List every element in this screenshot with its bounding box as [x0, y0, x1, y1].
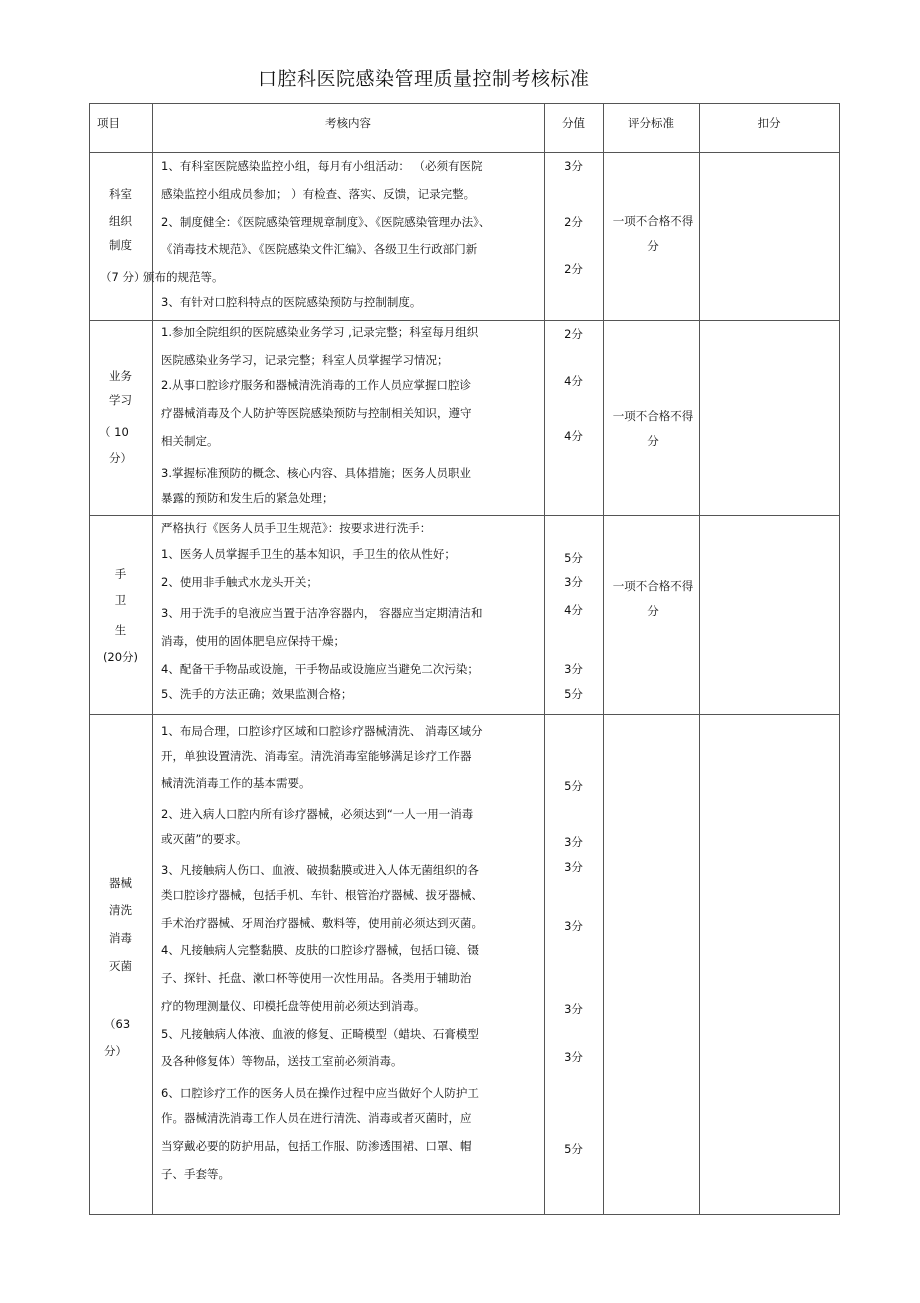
header-score: 分值 [562, 116, 585, 130]
section-4-content-line: 作。器械清洗消毒工作人员在进行清洗、消毒或者灭菌时，应 [161, 1111, 472, 1125]
table-border-bottom [89, 1214, 840, 1215]
section-2-content-line: 疗器械消毒及个人防护等医院感染预防与控制相关知识，遵守 [161, 406, 472, 420]
table-border-top [89, 103, 840, 104]
section-2-item-line: 学习 [109, 393, 132, 407]
section-4-content-line: 1、布局合理，口腔诊疗区域和口腔诊疗器械清洗、 消毒区域分 [161, 724, 483, 738]
section-3-content-line: 5、洗手的方法正确；效果监测合格； [161, 687, 353, 701]
section-1-criteria-line: 一项不合格不得 [612, 214, 694, 228]
section-4-item-line: 消毒 [109, 931, 132, 945]
section-3-criteria-line: 一项不合格不得 [612, 579, 694, 593]
section-4-item-line: 分） [104, 1044, 127, 1058]
section-4-content-line: 4、凡接触病人完整黏膜、皮肤的口腔诊疗器械，包括口镜、镊 [161, 943, 479, 957]
section-2-criteria-line: 一项不合格不得 [612, 409, 694, 423]
header-criteria: 评分标准 [628, 116, 674, 130]
section-1-content-line: 颁布的规范等。 [143, 270, 224, 284]
section-2-content-line: 暴露的预防和发生后的紧急处理； [161, 491, 334, 505]
section-4-content-line: 6、口腔诊疗工作的医务人员在操作过程中应当做好个人防护工 [161, 1086, 479, 1100]
header-bottom-border [89, 152, 840, 153]
row-border-3 [89, 714, 840, 715]
section-3-content-line: 1、医务人员掌握手卫生的基本知识，手卫生的依从性好； [161, 547, 456, 561]
section-4-content-line: 械清洗消毒工作的基本需要。 [161, 776, 311, 790]
section-1-content-line: 《消毒技术规范》、《医院感染文件汇编》、各级卫生行政部门新 [161, 242, 478, 256]
column-border-3 [603, 103, 604, 1215]
row-border-1 [89, 320, 840, 321]
column-border-right [839, 103, 840, 1215]
section-4-item-line: 灭菌 [109, 959, 132, 973]
section-3-content-line: 严格执行《医务人员手卫生规范》：按要求进行洗手： [161, 521, 432, 535]
section-3-score: 3分 [564, 575, 583, 589]
section-1-content-line: 2、制度健全：《医院感染管理规章制度》、《医院感染管理办法》、 [161, 215, 491, 229]
section-4-content-line: 开，单独设置清洗、消毒室。清洗消毒室能够满足诊疗工作器 [161, 749, 472, 763]
section-2-content-line: 3.掌握标准预防的概念、核心内容、具体措施；医务人员职业 [161, 466, 471, 480]
header-item: 项目 [97, 116, 120, 130]
section-2-content-line: 相关制定。 [161, 434, 219, 448]
section-4-content-line: 3、凡接触病人伤口、血液、破损黏膜或进入人体无菌组织的各 [161, 863, 479, 877]
header-deduct: 扣分 [757, 116, 781, 130]
section-2-content-line: 2.从事口腔诊疗服务和器械清洗消毒的工作人员应掌握口腔诊 [161, 378, 471, 392]
section-4-content-line: 手术治疗器械、牙周治疗器械、敷料等，使用前必须达到灭菌。 [161, 916, 483, 930]
section-4-content-line: 及各种修复体）等物品，送技工室前必须消毒。 [161, 1054, 403, 1068]
section-1-content-line: 感染监控小组成员参加； ）有检查、落实、反馈，记录完整。 [161, 187, 476, 201]
section-4-score: 5分 [564, 779, 583, 793]
section-4-score: 3分 [564, 1002, 583, 1016]
section-2-score: 2分 [564, 327, 583, 341]
section-2-content-line: 1.参加全院组织的医院感染业务学习 ,记录完整；科室每月组织 [161, 325, 479, 339]
section-2-score: 4分 [564, 374, 583, 388]
section-3-content-line: 4、配备干手物品或设施，干手物品或设施应当避免二次污染； [161, 662, 479, 676]
section-4-content-line: 疗的物理测量仪、印模托盘等使用前必须达到消毒。 [161, 999, 426, 1013]
section-2-item-line: （ 10 [99, 425, 129, 439]
document-title: 口腔科医院感染管理质量控制考核标准 [258, 68, 590, 90]
section-3-item-line: 手 [114, 567, 127, 581]
section-2-content-line: 医院感染业务学习，记录完整；科室人员掌握学习情况； [161, 353, 449, 367]
section-4-content-line: 类口腔诊疗器械，包括手机、车针、根管治疗器械、拔牙器械、 [161, 888, 483, 902]
column-border-4 [699, 103, 700, 1215]
section-3-item-line: 生 [114, 623, 127, 637]
section-4-score: 3分 [564, 1050, 583, 1064]
section-1-score: 3分 [564, 159, 583, 173]
section-4-content-line: 2、进入病人口腔内所有诊疗器械，必须达到“一人一用一消毒 [161, 807, 474, 821]
section-4-score: 3分 [564, 835, 583, 849]
section-1-score: 2分 [564, 215, 583, 229]
section-2-item-line: 业务 [109, 369, 132, 383]
section-3-criteria-line: 分 [647, 604, 659, 618]
section-1-item-line: 科室 [109, 187, 132, 201]
section-3-item-line: (20分) [102, 650, 139, 664]
section-1-item-line: （7 分） [100, 270, 146, 284]
section-4-item-line: 器械 [109, 876, 132, 890]
section-4-score: 3分 [564, 919, 583, 933]
section-4-score: 3分 [564, 860, 583, 874]
section-1-item-line: 制度 [109, 238, 132, 252]
section-4-content-line: 5、凡接触病人体液、血液的修复、正畸模型（蜡块、石膏模型 [161, 1027, 479, 1041]
section-3-score: 5分 [564, 687, 583, 701]
section-2-criteria-line: 分 [647, 434, 659, 448]
section-3-content-line: 3、用于洗手的皂液应当置于洁净容器内， 容器应当定期清洁和 [161, 606, 483, 620]
section-4-item-line: 清洗 [109, 903, 132, 917]
section-1-content-line: 1、有科室医院感染监控小组，每月有小组活动： （必须有医院 [161, 159, 483, 173]
section-4-content-line: 子、探针、托盘、漱口杯等使用一次性用品。各类用于辅助治 [161, 971, 472, 985]
section-3-score: 4分 [564, 603, 583, 617]
section-1-criteria-line: 分 [647, 239, 659, 253]
section-2-score: 4分 [564, 429, 583, 443]
section-3-item-line: 卫 [114, 593, 127, 607]
section-3-score: 3分 [564, 662, 583, 676]
section-4-content-line: 当穿戴必要的防护用品，包括工作服、防渗透围裙、口罩、帽 [161, 1139, 472, 1153]
section-2-item-line: 分） [109, 451, 132, 465]
row-border-2 [89, 515, 840, 516]
section-1-score: 2分 [564, 262, 583, 276]
section-3-content-line: 2、使用非手触式水龙头开关； [161, 575, 318, 589]
section-1-item-line: 组织 [109, 214, 132, 228]
header-content: 考核内容 [325, 116, 371, 130]
section-4-content-line: 子、手套等。 [161, 1167, 230, 1181]
section-4-content-line: 或灭菌”的要求。 [161, 832, 248, 846]
section-3-score: 5分 [564, 551, 583, 565]
section-1-content-line: 3、有针对口腔科特点的医院感染预防与控制制度。 [161, 295, 422, 309]
section-3-content-line: 消毒，使用的固体肥皂应保持干燥； [161, 634, 345, 648]
section-4-score: 5分 [564, 1142, 583, 1156]
section-4-item-line: （63 [104, 1017, 131, 1031]
